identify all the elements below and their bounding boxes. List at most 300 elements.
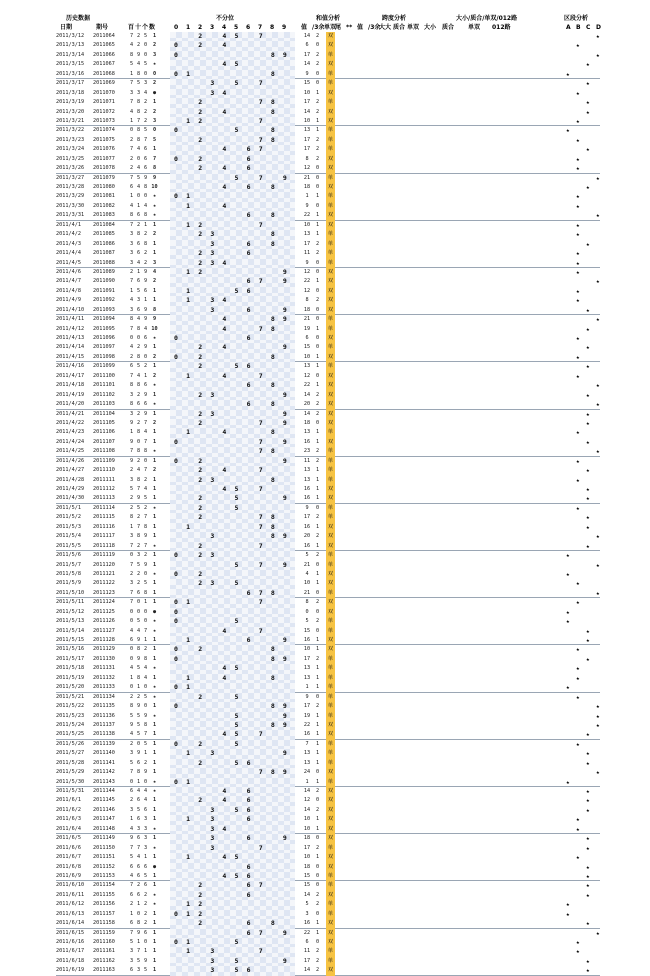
digit-marker: 8 [270,532,275,541]
table-row [56,202,600,211]
pattern-mark: 1 [152,939,157,945]
digit-marker: 1 [186,371,191,380]
issue-cell: 2011142 [93,769,115,776]
sum-mod3: 1 [315,363,320,370]
sum-mod3: 1 [315,193,320,200]
units-digit: 0 [143,51,148,58]
sum-value: 22 [303,212,311,219]
digit-marker: 0 [174,437,178,446]
date-cell: 2011/3/24 [56,146,85,153]
column-header: 质合 [393,24,406,31]
date-cell: 2011/5/24 [56,721,85,728]
section-star: ★ [576,89,580,97]
sum-parity: 单 [326,192,335,201]
tens-digit: 8 [136,108,141,115]
digit-marker: 4 [222,164,227,173]
hundreds-digit: 8 [129,51,134,58]
digit-marker: 9 [282,390,287,399]
pattern-mark: ★ [152,570,157,577]
sum-value: 17 [303,844,311,851]
tens-digit: 8 [136,136,141,143]
hundreds-digit: 2 [129,467,134,474]
section-star: ★ [596,712,600,720]
sum-value: 13 [303,231,311,238]
digit-marker: 6 [246,381,251,390]
table-row [56,891,600,900]
sum-value: 8 [305,599,309,606]
issue-cell: 2011157 [93,910,115,917]
column-header: 十 [135,24,142,31]
issue-cell: 2011084 [93,221,115,228]
sum-parity: 双 [326,183,335,192]
digit-marker: 2 [198,456,203,465]
date-cell: 2011/5/23 [56,712,85,719]
digit-marker: 6 [246,305,251,314]
digit-marker: 8 [270,768,275,777]
digit-marker: 4 [222,183,227,191]
position-free-grid [170,787,295,796]
tens-digit: 1 [136,778,141,785]
issue-cell: 2011145 [93,797,115,804]
issue-cell: 2011087 [93,250,115,257]
digit-marker: 2 [198,390,203,399]
issue-cell: 2011085 [93,231,115,238]
sum-value: 4 [305,570,309,577]
tens-digit: 6 [136,401,141,408]
date-cell: 2011/6/10 [56,882,85,889]
tens-digit: 5 [136,712,141,719]
date-cell: 2011/5/13 [56,618,85,625]
digit-marker: 9 [282,315,287,324]
issue-cell: 2011064 [93,33,115,39]
sum-mod3: 2 [315,957,320,964]
tens-digit: 2 [136,580,141,587]
sum-mod3: 1 [315,825,320,832]
section-star: ★ [576,504,580,512]
tens-digit: 6 [136,250,141,257]
section-star: ★ [566,618,570,626]
units-digit: 3 [143,835,148,842]
position-free-grid [170,636,295,645]
tens-digit: 0 [136,608,141,615]
sum-parity: 单 [326,315,335,324]
sum-mod3: 0 [315,287,320,294]
digit-marker: 8 [270,315,275,324]
digit-marker: 5 [234,711,239,720]
sum-parity: 单 [326,504,335,513]
pattern-mark: 1 [152,797,157,804]
tens-digit: 8 [136,429,141,436]
digit-marker: 8 [270,654,275,663]
digit-marker: 3 [210,966,215,975]
sum-parity: 双 [326,155,335,164]
position-free-grid [170,683,295,692]
group-size-parity: 大小/质合/单双/012路 [456,15,518,22]
units-digit: 4 [143,429,148,436]
sum-value: 9 [305,259,309,266]
column-header: 百 [128,24,135,31]
digit-marker: 8 [270,211,275,220]
sum-value: 14 [303,891,311,898]
sum-mod3: 2 [315,61,320,68]
digit-marker: 3 [210,843,215,852]
units-digit: 1 [143,948,148,955]
group-span-analysis: 跨度分析 [382,15,407,22]
pattern-mark: 1 [152,476,157,483]
table-row [56,551,600,560]
digit-marker: 6 [246,239,251,248]
section-star: ★ [576,665,580,673]
sum-mod3: 0 [315,769,320,776]
sum-mod3: 0 [315,202,320,209]
sum-parity: 单 [326,844,335,853]
hundreds-digit: 2 [129,268,134,275]
tens-digit: 8 [136,674,141,681]
digit-marker: 6 [246,805,251,814]
table-row [56,89,600,98]
sum-value: 14 [303,391,311,398]
sum-mod3: 2 [315,136,320,143]
units-digit: 5 [143,740,148,747]
digit-marker: 0 [174,739,178,748]
sum-parity: 双 [326,598,335,607]
units-digit: 0 [143,570,148,577]
sum-parity: 单 [326,98,335,107]
units-digit: 0 [143,70,148,77]
digit-marker: 0 [174,654,178,663]
tens-digit: 8 [136,99,141,106]
date-cell: 2011/6/14 [56,920,85,927]
sum-parity: 双 [326,391,335,400]
digit-marker: 4 [222,853,227,862]
table-row [56,749,600,758]
units-digit: 8 [143,184,148,190]
sum-parity: 单 [326,655,335,664]
units-digit: 5 [143,33,148,39]
tens-digit: 2 [136,410,141,417]
digit-marker: 9 [282,711,287,720]
hundreds-digit: 4 [129,297,134,304]
issue-cell: 2011112 [93,486,115,492]
table-row [56,532,600,541]
sum-mod3: 2 [315,552,320,559]
sum-mod3: 1 [315,278,320,285]
digit-marker: 4 [222,41,227,50]
date-cell: 2011/5/17 [56,655,85,662]
sum-parity: 双 [326,542,335,551]
table-row [56,759,600,768]
issue-cell: 2011098 [93,353,115,360]
pattern-mark: 1 [152,486,157,492]
column-header: 值 [301,24,308,31]
hundreds-digit: 7 [129,99,134,106]
table-row [56,768,600,777]
digit-marker: 4 [222,107,227,116]
sum-parity: 双 [326,966,335,975]
section-star: ★ [586,872,590,880]
pattern-mark: 1 [152,363,157,370]
section-star: ★ [596,401,600,409]
sum-value: 6 [305,42,309,49]
table-row [56,306,600,315]
digit-marker: 0 [174,607,178,616]
pattern-mark: 1 [152,438,157,445]
section-star: ★ [586,184,590,191]
table-row [56,419,600,428]
table-row [56,277,600,286]
sum-value: 21 [303,316,311,323]
position-free-grid [170,89,295,98]
sum-mod3: 1 [315,580,320,587]
tens-digit: 9 [136,655,141,662]
units-digit: 8 [143,655,148,662]
date-cell: 2011/5/29 [56,769,85,776]
sum-mod3: 0 [315,882,320,889]
position-free-grid [170,296,295,305]
sum-mod3: 0 [315,797,320,804]
sum-parity: 单 [326,51,335,60]
issue-cell: 2011132 [93,674,115,681]
sum-parity: 单 [326,79,335,88]
date-cell: 2011/5/21 [56,693,85,700]
hundreds-digit: 1 [129,70,134,77]
digit-marker: 0 [174,702,178,711]
position-free-grid [170,249,295,258]
pattern-mark: 1 [152,910,157,917]
sum-value: 12 [303,287,311,294]
section-star: ★ [576,297,580,305]
sum-mod3: 0 [315,344,320,351]
hundreds-digit: 0 [129,127,134,134]
digit-marker: 8 [270,69,275,78]
date-cell: 2011/4/30 [56,495,85,502]
column-header: 7 [258,24,263,31]
digit-marker: 2 [198,230,203,239]
pattern-mark: 4 [152,268,157,275]
date-cell: 2011/3/16 [56,70,85,77]
sum-mod3: 0 [315,627,320,634]
issue-cell: 2011130 [93,655,115,662]
position-free-grid [170,966,295,975]
digit-marker: 1 [186,296,191,305]
table-row [56,70,600,79]
sum-parity: 单 [326,174,335,183]
digit-marker: 6 [246,145,251,154]
digit-marker: 1 [186,286,191,295]
hundreds-digit: 6 [129,637,134,643]
sum-parity: 双 [326,287,335,296]
digit-marker: 3 [210,249,215,258]
units-digit: 4 [143,797,148,804]
units-digit: 5 [143,127,148,134]
position-free-grid [170,428,295,437]
date-cell: 2011/4/27 [56,467,85,474]
digit-marker: 7 [258,928,263,937]
sum-parity: 双 [326,919,335,928]
sum-mod3: 1 [315,674,320,681]
position-free-grid [170,730,295,739]
sum-mod3: 1 [315,684,320,691]
section-star: ★ [576,202,580,210]
tens-digit: 5 [136,504,141,511]
sum-parity: 单 [326,778,335,787]
position-free-grid [170,589,295,598]
position-free-grid [170,919,295,928]
sum-value: 14 [303,108,311,115]
pattern-mark: ★ [152,825,157,832]
issue-cell: 2011146 [93,806,115,813]
date-cell: 2011/6/5 [56,835,81,842]
sum-value: 17 [303,514,311,521]
digit-marker: 6 [246,871,251,880]
sum-parity: 单 [326,872,335,881]
sum-value: 8 [305,297,309,304]
sum-parity: 双 [326,400,335,409]
hundreds-digit: 8 [129,316,134,323]
digit-marker: 7 [258,324,263,333]
tens-digit: 9 [136,51,141,58]
digit-marker: 7 [258,881,263,890]
section-star: ★ [586,967,590,975]
sum-mod3: 1 [315,212,320,219]
units-digit: 4 [143,325,148,332]
table-row [56,287,600,296]
issue-cell: 2011162 [93,957,115,964]
digit-marker: 2 [198,503,203,512]
pattern-mark: 1 [152,655,157,662]
pattern-mark: 1 [152,957,157,964]
sum-parity: 单 [326,325,335,334]
section-star: ★ [576,335,580,342]
section-star: ★ [596,703,600,711]
column-header: 9 [282,24,287,31]
sum-value: 1 [305,193,309,200]
digit-marker: 4 [222,626,227,635]
group-section: 区段分析 [564,15,589,22]
sum-mod3: 2 [315,788,320,794]
sum-mod3: 1 [315,89,320,96]
sum-value: 17 [303,146,311,153]
issue-cell: 2011097 [93,344,115,351]
tens-digit: 1 [136,202,141,209]
hundreds-digit: 1 [129,910,134,917]
table-row [56,494,600,503]
position-free-grid [170,259,295,268]
table-row [56,702,600,711]
digit-marker: 7 [258,541,263,550]
position-free-grid [170,551,295,560]
hundreds-digit: 6 [129,863,134,870]
sum-value: 10 [303,221,311,228]
hundreds-digit: 3 [129,306,134,313]
units-digit: 2 [143,99,148,106]
sum-value: 24 [303,769,311,776]
sum-parity: 双 [326,221,335,230]
hundreds-digit: 7 [129,33,134,39]
position-free-grid [170,174,295,183]
digit-marker: 7 [258,220,263,229]
column-header: 0 [174,24,179,31]
units-digit: 9 [143,957,148,964]
sum-mod3: 2 [315,655,320,662]
date-cell: 2011/6/8 [56,863,81,870]
date-cell: 2011/5/9 [56,580,81,587]
sum-parity: 单 [326,476,335,485]
digit-marker: 9 [282,494,287,503]
pattern-mark: 1 [152,99,157,106]
position-free-grid [170,598,295,607]
issue-cell: 2011082 [93,202,115,209]
units-digit: 7 [143,542,148,549]
digit-marker: 5 [234,805,239,814]
issue-cell: 2011108 [93,448,115,455]
date-cell: 2011/4/22 [56,419,85,426]
position-free-grid [170,900,295,909]
sum-parity: 双 [326,32,335,41]
position-free-grid [170,277,295,286]
sum-mod3: 0 [315,561,320,568]
pattern-mark: 1 [152,703,157,710]
digit-marker: 2 [198,692,203,701]
position-free-grid [170,391,295,400]
digit-marker: 8 [270,588,275,597]
digit-marker: 2 [198,890,203,899]
hundreds-digit: 6 [129,967,134,974]
sum-value: 17 [303,655,311,662]
sum-parity: 单 [326,362,335,371]
digit-marker: 5 [234,126,239,135]
units-digit: 4 [143,202,148,209]
table-row [56,683,600,692]
units-digit: 6 [143,806,148,813]
hundreds-digit: 0 [129,684,134,691]
section-star: ★ [596,174,600,182]
date-cell: 2011/3/23 [56,136,85,143]
position-free-grid [170,815,295,824]
section-star: ★ [586,146,590,154]
table-row [56,211,600,220]
hundreds-digit: 1 [129,117,134,124]
pattern-mark: 5 [152,136,157,143]
issue-cell: 2011135 [93,703,115,710]
table-row [56,589,600,598]
hundreds-digit: 3 [129,750,134,757]
hundreds-digit: 7 [129,221,134,228]
column-header: 3 [210,24,215,31]
units-digit: 3 [143,80,148,87]
tens-digit: 4 [136,788,141,794]
digit-marker: 9 [282,928,287,937]
issue-cell: 2011150 [93,844,115,851]
digit-marker: 8 [270,324,275,333]
units-digit: 8 [143,212,148,219]
date-cell: 2011/4/6 [56,268,81,275]
sum-mod3: 0 [315,589,320,596]
units-digit: 6 [143,863,148,870]
sum-parity: 双 [326,570,335,579]
hundreds-digit: 4 [129,108,134,115]
tens-digit: 5 [136,721,141,728]
position-free-grid [170,343,295,352]
pattern-mark: 3 [152,51,157,58]
sum-value: 13 [303,759,311,766]
section-star: ★ [596,278,600,286]
tens-digit: 2 [136,221,141,228]
digit-marker: 2 [198,541,203,550]
hundreds-digit: 8 [129,382,134,389]
section-star: ★ [586,306,590,314]
table-row [56,579,600,588]
